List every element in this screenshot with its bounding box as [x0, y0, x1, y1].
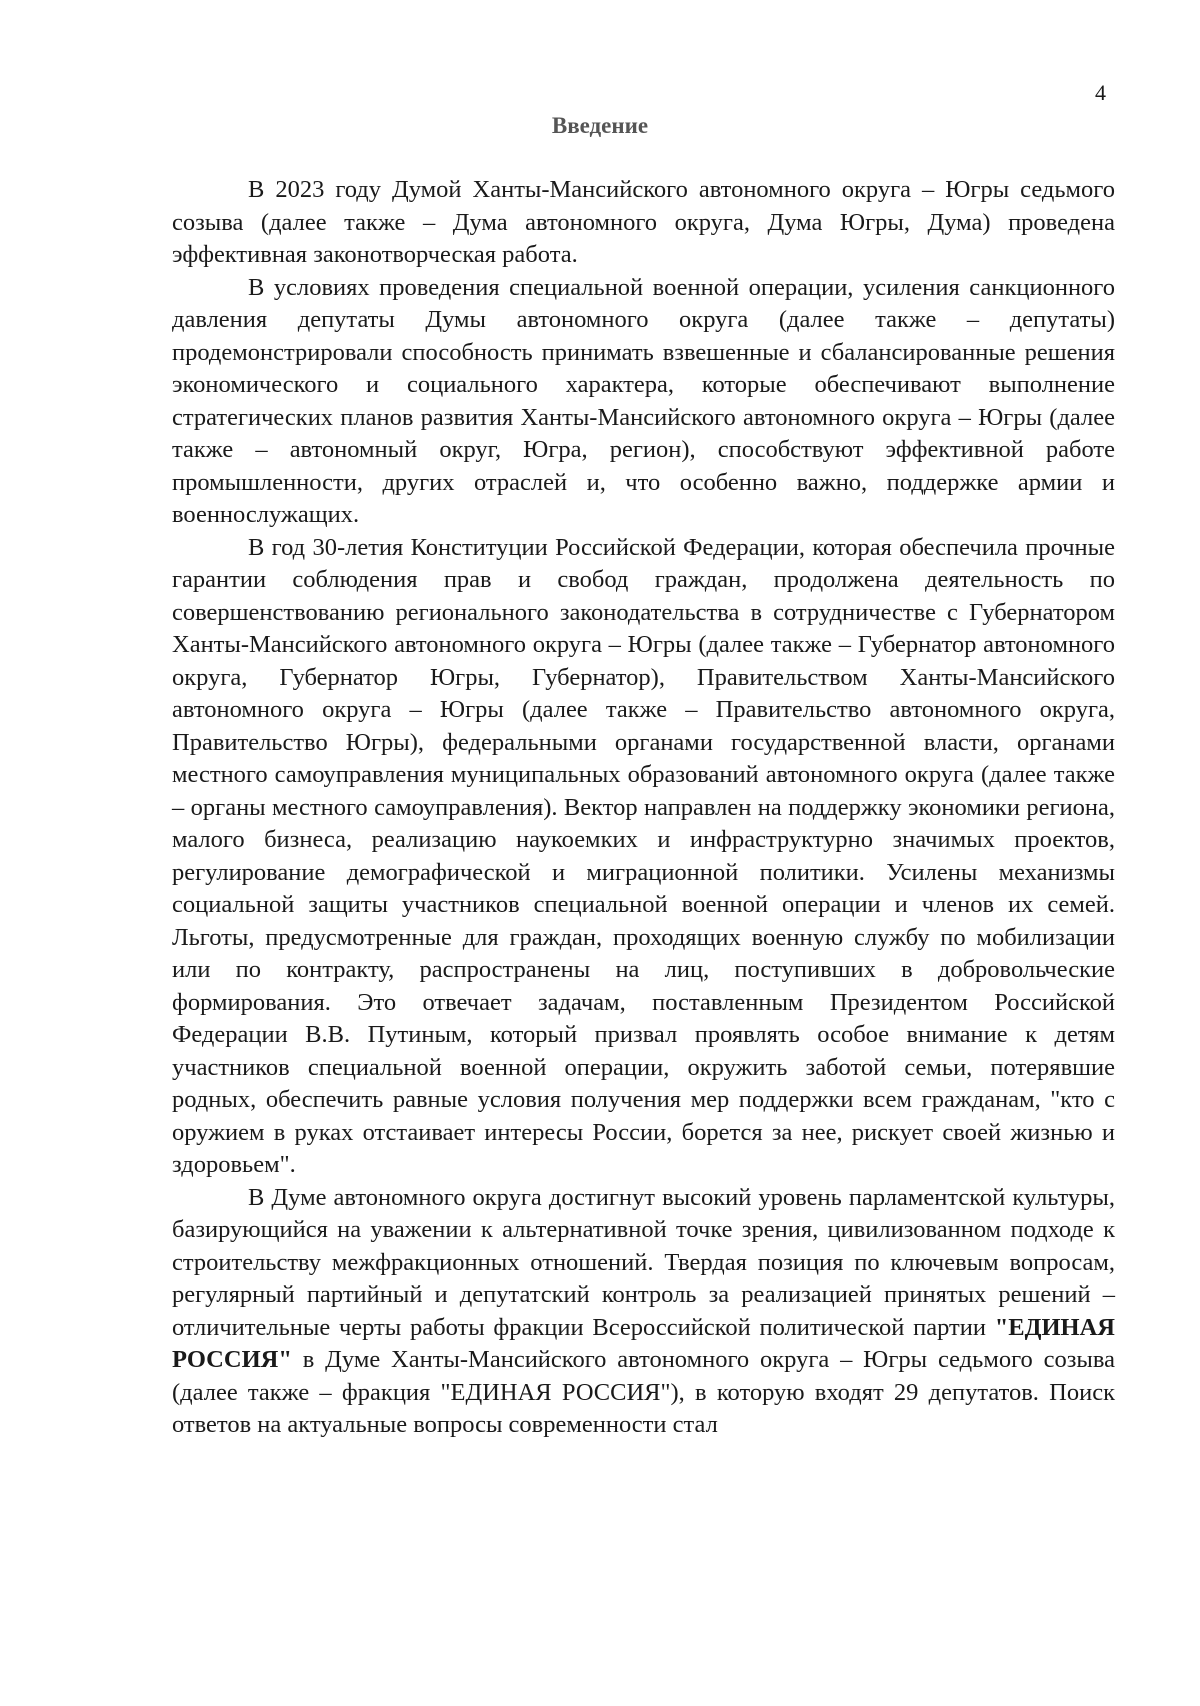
paragraph-text-before: В Думе автономного округа достигнут высокий уровень парламентской культуры, базирующийся на уважении к альтернативной точке зрения, цивилизованном подходе к строительству межфракционных отношений. Твердая позиция по ключевым вопросам, регулярный партийный и депутатский контроль за реализацией принятых решений – отличительные черты работы фракции Всероссийской политической партии — [172, 1183, 1115, 1341]
body-text — [172, 174, 1115, 1442]
page-number: 4 — [1095, 80, 1106, 105]
paragraph-parliamentary-culture — [172, 1182, 1115, 1442]
paragraph-text-after: в Думе Ханты-Мансийского автономного округа – Югры седьмого созыва (далее также – фракция "ЕДИНАЯ РОССИЯ"), в которую входят 29 депутатов. Поиск ответов на актуальные вопросы современности стал — [172, 1346, 1115, 1438]
party-name: "ЕДИНАЯ РОССИЯ" — [172, 1313, 1115, 1373]
paragraph-special-operation: В условиях проведения специальной военной операции, усиления санкционного давления депутаты Думы автономного округа (далее также – депутаты) продемонстрировали способность принимать взвешенные и сбалансированные решения экономического и социального характера, которые обеспечивают выполнение стратегических планов развития Ханты-Мансийского автономного округа – Югры (далее также – автономный округ, Югра, регион), способствуют эффективной работе промышленности, других отраслей и, что особенно важно, поддержке армии и военнослужащих. — [172, 273, 1115, 528]
paragraph-constitution: В год 30-летия Конституции Российской Федерации, которая обеспечила прочные гарантии соблюдения прав и свобод граждан, продолжена деятельность по совершенствованию регионального законодательства в сотрудничестве с Губернатором Ханты-Мансийского автономного округа – Югры (далее также – Губернатор автономного округа, Губернатор Югры, Губернатор), Правительством Ханты-Мансийского автономного округа – Югры (далее также – Правительство автономного округа, Правительство Югры), федеральными органами государственной власти, органами местного самоуправления муниципальных образований автономного округа (далее также – органы местного самоуправления). Вектор направлен на поддержку экономики региона, малого бизнеса, реализацию наукоемких и инфраструктурно значимых проектов, регулирование демографической и миграционной политики. Усилены механизмы социальной защиты участников специальной военной операции и членов их семей. Льготы, предусмотренные для граждан, проходящих военную службу по мобилизации или по контракту, распространены на лиц, поступивших в добровольческие формирования. Это отвечает задачам, поставленным Президентом Российской Федерации В.В. Путиным, который призвал проявлять особое внимание к детям участников специальной военной операции, окружить заботой семьи, потерявшие родных, обеспечить равные условия получения мер поддержки всем гражданам, "кто с оружием в руках отстаивает интересы России, борется за нее, рискует своей жизнью и здоровьем". — [172, 533, 1115, 1178]
paragraph-intro: В 2023 году Думой Ханты-Мансийского автономного округа – Югры седьмого созыва (далее также – Дума автономного округа, Дума Югры, Дума) проведена эффективная законотворческая работа. — [172, 176, 1115, 268]
section-heading: Введение — [551, 113, 649, 138]
